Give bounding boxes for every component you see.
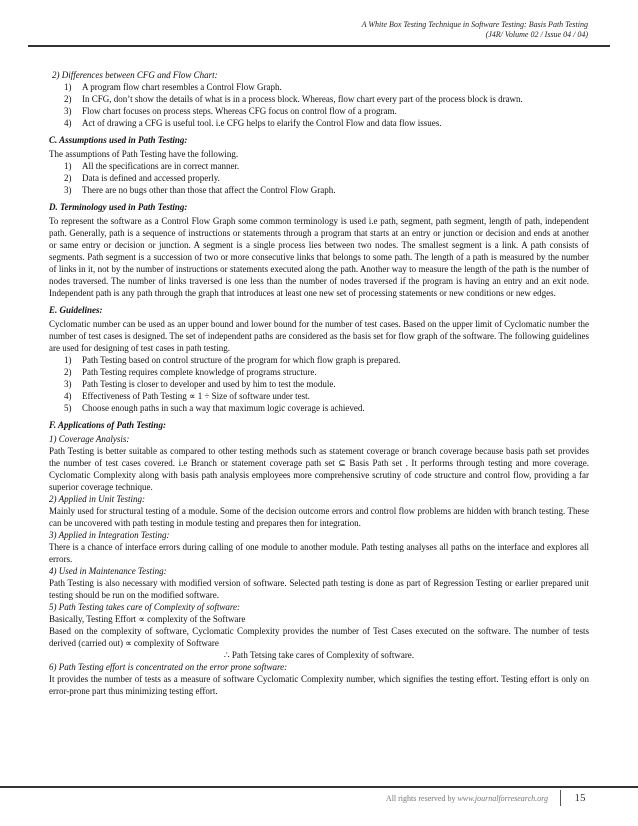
journal-link[interactable]: www.journalforresearch.org <box>457 794 548 803</box>
list-item: 2) Path Testing requires complete knowledge of programs structure. <box>64 367 317 377</box>
rights-text: All rights reserved by <box>385 794 458 803</box>
section-heading-terminology: D. Terminology used in Path Testing: <box>49 202 188 212</box>
section-heading-assumptions: C. Assumptions used in Path Testing: <box>49 135 188 145</box>
complexity-formula: Basically, Testing Effort ∝ complexity of the Software <box>49 614 246 624</box>
guidelines-paragraph: Cyclomatic number can be used as an upper bound and lower bound for the number of test cases. Based on the upper limit of Cyclomatic number the number of test cases is designed. The set of independent paths are considered as the basis set for flow graph of the software. The following guidelines are used for designing of test cases in path testing. <box>49 319 589 353</box>
footer-divider <box>0 786 638 788</box>
list-item: 5) Choose enough paths in such a way that maximum logic coverage is achieved. <box>64 403 365 413</box>
assumptions-intro: The assumptions of Path Testing have the following. <box>49 149 239 159</box>
subsection-title-integration-testing: 3) Applied in Integration Testing: <box>49 530 170 540</box>
list-item: 1) A program flow chart resembles a Control Flow Graph. <box>64 82 282 92</box>
list-item: 4) Effectiveness of Path Testing ∝ 1 ÷ Size of software under test. <box>64 391 310 401</box>
list-item: 1) Path Testing based on control structure of the program for which flow graph is prepared. <box>64 355 401 365</box>
list-item: 4) Act of drawing a CFG is useful tool. i.e CFG helps to elarify the Control Flow and data flow issues. <box>64 118 442 128</box>
header-volume: (J4R/ Volume 02 / Issue 04 / 04) <box>485 30 588 39</box>
assumptions-list <box>49 160 589 196</box>
list-item: 3) Flow chart focuses on process steps. Whereas CFG focus on control flow of a program. <box>64 106 397 116</box>
list-item: 3) There are no bugs other than those that affect the Control Flow Graph. <box>64 185 336 195</box>
complexity-paragraph: Based on the complexity of software, Cyclomatic Complexity provides the number of Test Cases executed on the software. The number of tests derived (carried out) ∝ complexity of Software <box>49 626 589 648</box>
subsection-title-unit-testing: 2) Applied in Unit Testing: <box>49 494 146 504</box>
list-item: 3) Path Testing is closer to developer and used by him to test the module. <box>64 379 336 389</box>
section-heading-applications: F. Applications of Path Testing: <box>49 420 166 430</box>
guidelines-list <box>49 354 589 414</box>
list-item: 2) Data is defined and accessed properly. <box>64 173 220 183</box>
complexity-conclusion: ∴ Path Tetsing take cares of Complexity of software. <box>223 650 415 660</box>
error-prone-paragraph: It provides the number of tests as a measure of software Cyclomatic Complexity number, which signifies the testing effort. Testing effort is only on error-prone part thus minimizing testing effort. <box>49 674 589 696</box>
coverage-paragraph: Path Testing is better suitable as compared to other testing methods such as statement coverage or branch coverage because basis path set provides the number of test cases covered. i.e Branch or statement coverage path set ⊆ Basis Path set . It performs through testing and more coverage. Cyclomatic Complexity along with basis path analysis employees more comprehensive scrutiny of code structure and control flow, providing a far superior coverage technique. <box>49 446 589 492</box>
footer-rights <box>386 794 548 803</box>
page-number: 15 <box>560 790 599 806</box>
maintenance-testing-paragraph: Path Testing is also necessary with modified version of software. Selected path testing is done as part of Regression Testing or earlier prepared unit testing should be run on the modified software. <box>49 578 589 600</box>
header-divider <box>28 45 610 47</box>
subsection-title-maintenance-testing: 4) Used in Maintenance Testing: <box>49 566 167 576</box>
subsection-title-coverage: 1) Coverage Analysis: <box>49 434 130 444</box>
terminology-paragraph: To represent the software as a Control Flow Graph some common terminology is used i.e path, segment, path segment, length of path, independent path. Generally, path is a sequence of instructions or statements through a program that starts at an entry or junction or decision and ends at another or same entry or decision or junction. A segment is a single process lies between two nodes. The smallest segment is a link. A path consists of segments. Path segment is a succession of two or more consecutive links that belongs to some path. The length of a path is measured by the number of links in it, not by the number of instructions or statements executed along the path. Another way to measure the length of the path is the number of nodes traversed. The number of links traversed is one less than the number of nodes traversed if the program is having an entry and an exit node. Independent path is any path through the graph that introduces at least one new set of processing statements or new conditions or new edges. <box>49 216 589 298</box>
article-body <box>49 69 589 697</box>
running-header <box>48 20 588 40</box>
subsection-title-differences: 2) Differences between CFG and Flow Chart: <box>52 70 218 80</box>
subsection-title-complexity: 5) Path Testing takes care of Complexity of software: <box>49 602 240 612</box>
subsection-title-error-prone: 6) Path Testing effort is concentrated on the error prone software: <box>49 662 288 672</box>
list-item: 1) All the specifications are in correct manner. <box>64 161 240 171</box>
section-heading-guidelines: E. Guidelines: <box>49 305 103 315</box>
unit-testing-paragraph: Mainly used for structural testing of a module. Some of the decision outcome errors and control flow problems are hidden with branch testing. These can be uncovered with path testing in module testing and prepares then for integration. <box>49 506 589 528</box>
list-item: 2) In CFG, don’t show the details of what is in a process block. Whereas, flow chart every part of the process block is drawn. <box>64 94 523 104</box>
differences-list <box>49 81 589 129</box>
integration-testing-paragraph: There is a chance of interface errors during calling of one module to another module. Path testing analyses all paths on the interface and explores all errors. <box>49 542 589 564</box>
header-title: A White Box Testing Technique in Software Testing: Basis Path Testing <box>361 20 588 29</box>
